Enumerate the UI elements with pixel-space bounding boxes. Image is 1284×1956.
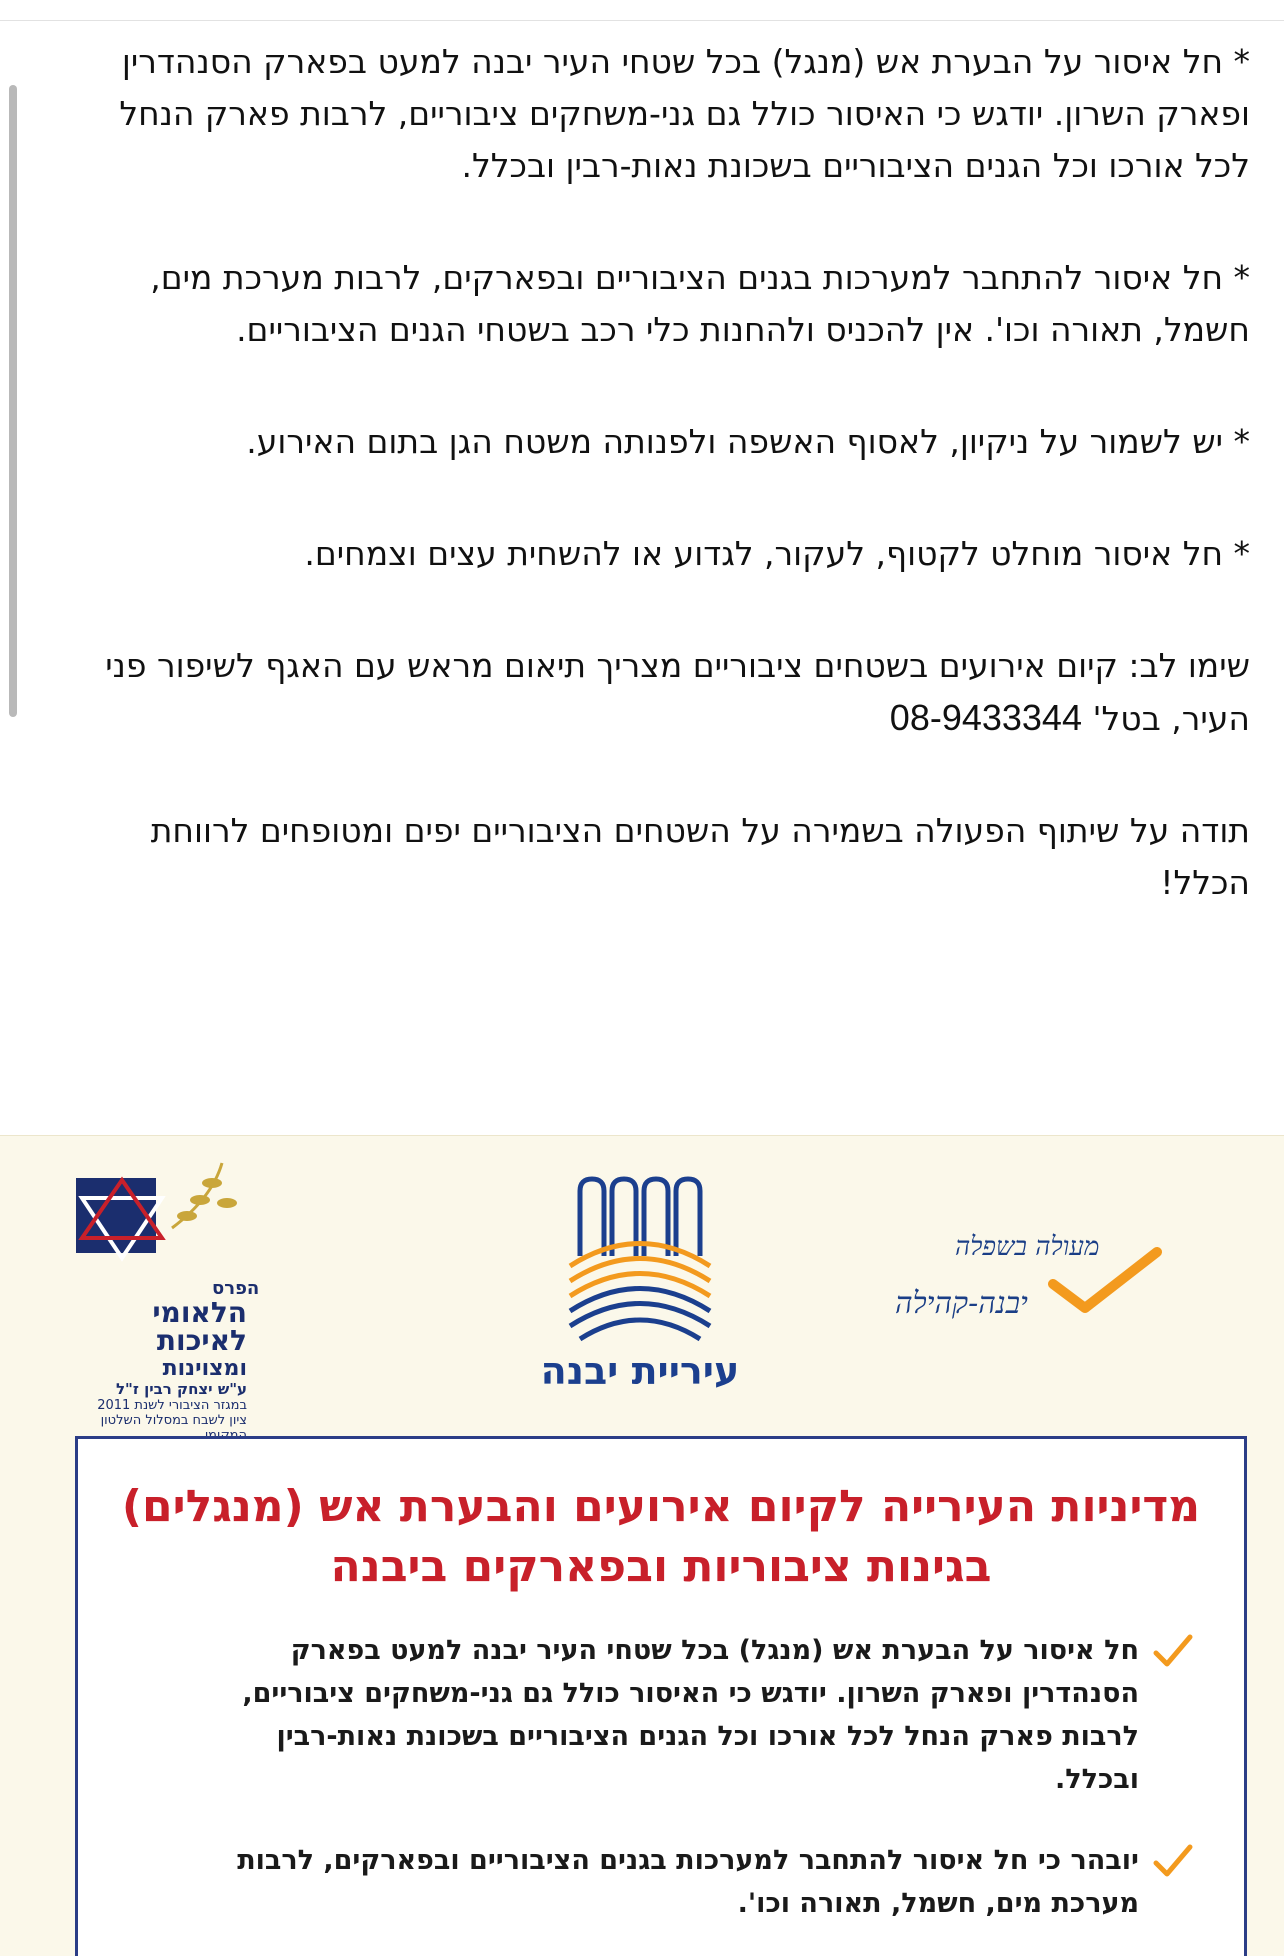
post-paragraph-4: * חל איסור מוחלט לקטוף, לעקור, לגדוע או להשחית עצים וצמחים. — [304, 534, 1250, 573]
scrollbar-thumb[interactable] — [9, 85, 17, 717]
post-paragraph-1: * חל איסור על הבערת אש (מנגל) בכל שטחי העיר יבנה למעט בפארק הסנהדרין ופארק השרון. יודגש כי האיסור כולל גם גני-משחקים ציבוריים, לרבות פארק הנחל לכל אורכו וכל הגנים הציבוריים בשכונת נאות-רבין ובכלל. — [119, 42, 1250, 185]
checkmark-icon — [1152, 1843, 1194, 1879]
post-body — [60, 36, 1250, 909]
top-divider — [0, 20, 1284, 21]
prize-line-1: הפרס — [212, 1278, 260, 1299]
prize-line-6: במגזר הציבורי לשנת 2011 — [97, 1398, 247, 1413]
policy-items — [194, 1629, 1194, 1956]
policy-item — [194, 1629, 1194, 1801]
policy-title-line-1: מדיניות העירייה לקיום אירועים והבערת אש (מנגלים) — [121, 1481, 1201, 1532]
prize-line-3: לאיכות — [156, 1324, 247, 1357]
post-paragraph-2: * חל איסור להתחבר למערכות בגנים הציבוריים ובפארקים, לרבות מערכת מים, חשמל, תאורה וכו'. אין להכניס ולהחנות כלי רכב בשטחי הגנים הציבוריים. — [150, 258, 1250, 349]
community-name: יבנה-קהילה — [895, 1286, 1028, 1321]
prize-line-7: ציון לשבח במסלול השלטון — [100, 1413, 247, 1428]
city-logo — [520, 1161, 760, 1411]
policy-title-line-2: בגינות ציבוריות ובפארקים ביבנה — [330, 1541, 992, 1592]
policy-item-text: יובהר כי חל איסור להתחבר למערכות בגנים הציבוריים ובפארקים, לרבות מערכת מים, חשמל, תאורה וכו'. — [237, 1845, 1139, 1919]
post-paragraph-3: * יש לשמור על ניקיון, לאסוף האשפה ולפנותה משטח הגן בתום האירוע. — [246, 422, 1250, 461]
community-slogan: מעולה בשפלה — [955, 1232, 1100, 1262]
prize-line-5: ע"ש יצחק רבין ז"ל — [115, 1380, 247, 1398]
flyer-image — [0, 1135, 1284, 1956]
prize-line-4: ומצוינות — [162, 1356, 247, 1381]
notice-phone: 08-9433344 — [889, 697, 1082, 738]
yavne-community-logo — [895, 1226, 1225, 1346]
star-of-david-icon — [72, 1158, 272, 1278]
city-name: עיריית יבנה — [540, 1349, 740, 1393]
checkmark-icon — [1152, 1633, 1194, 1669]
city-emblem-icon — [520, 1161, 760, 1346]
policy-item-text: חל איסור על הבערת אש (מנגל) בכל שטחי העיר יבנה למעט בפארק הסנהדרין ופארק השרון. יודגש כי האיסור כולל גם גני-משחקים ציבוריים, לרבות פארק הנחל לכל אורכו וכל הגנים הציבוריים בשכונת נאות-רבין ובכלל. — [242, 1635, 1139, 1795]
logo-row — [0, 1136, 1284, 1436]
national-prize-logo — [72, 1158, 272, 1428]
policy-item — [194, 1839, 1194, 1925]
notice-text: שימו לב: קיום אירועים בשטחים ציבוריים מצריך תיאום מראש עם האגף לשיפור פני העיר, בטל' — [105, 646, 1250, 738]
policy-frame — [75, 1436, 1247, 1956]
policy-title — [78, 1477, 1244, 1597]
post-thanks: תודה על שיתוף הפעולה בשמירה על השטחים הציבוריים יפים ומטופחים לרווחת הכלל! — [150, 811, 1250, 902]
post-notice — [60, 640, 1250, 745]
prize-line-2: הלאומי — [152, 1296, 247, 1329]
